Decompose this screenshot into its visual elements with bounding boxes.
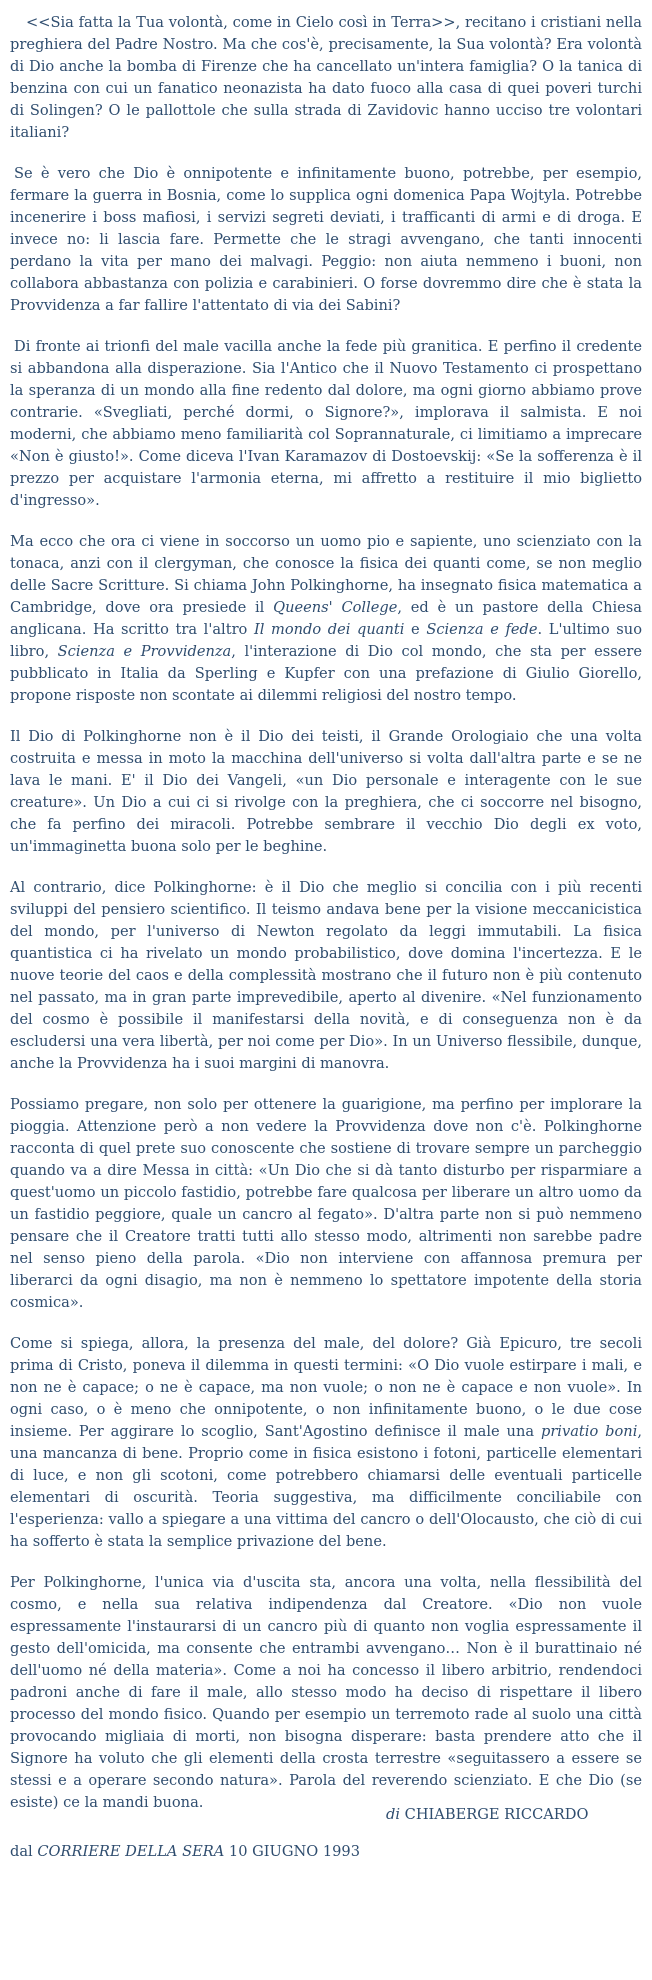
paragraph-7: Possiamo pregare, non solo per ottenere la guarigione, ma perfino per implorare la pioggia. Attenzione però a non vedere la Provvidenza dove non c'è. Polkinghorne racconta di quel prete suo conoscente che sostiene di trovare sempre un parcheggio quando va a dire Messa in città: «Un Dio che si dà tanto disturbo per risparmiare a quest'uomo un piccolo fastidio, potrebbe fare qualcosa per liberare un altro uomo da un fastidio peggiore, quale un cancro al fegato». D'altra parte non si può nemmeno pensare che il Creatore tratti tutti allo stesso modo, altrimenti non sarebbe padre nel senso pieno della parola. «Dio non interviene con affannosa premura per liberarci da ogni disagio, ma non è nemmeno lo spettatore impotente della storia cosmica».	[10, 1096, 642, 1311]
paragraph-5: Il Dio di Polkinghorne non è il Dio dei teisti, il Grande Orologiaio che una volta costruita e messa in moto la macchina dell'universo si volta dall'altra parte e se ne lava le mani. E' il Dio dei Vangeli, «un Dio personale e interagente con le sue creature». Un Dio a cui ci si rivolge con la preghiera, che ci soccorre nel bisogno, che fa perfino dei miracoli. Potrebbe sembrare il vecchio Dio degli ex voto, un'immaginetta buona solo per le beghine.	[10, 728, 642, 855]
paragraph-4-text-b: , ed è un pastore della Chiesa anglicana. Ha scritto tra l'altro	[10, 599, 642, 638]
paragraph-9: Per Polkinghorne, l'unica via d'uscita sta, ancora una volta, nella flessibilità del cosmo, e nella sua relativa indipendenza dal Creatore. «Dio non vuole espressamente l'instaurarsi di un cancro più di quanto non voglia espressamente il gesto dell'omicida, ma consente che entrambi avvengano… Non è il burattinaio né dell'uomo né della materia». Come a noi ha concesso il libero arbitrio, rendendoci padroni anche di fare il male, allo stesso modo ha deciso di rispettare il libero processo del mondo fisico. Quando per esempio un terremoto rade al suolo una città provocando migliaia di morti, non bisogna disperare: basta prendere atto che il Signore ha voluto che gli elementi della crosta terrestre «seguitassero a essere se stessi e a operare secondo natura». Parola del reverendo scienziato. E che Dio (se esiste) ce la mandi buona.	[10, 1574, 642, 1811]
paragraph-4-text-d: . L'ultimo suo libro,	[10, 621, 642, 660]
book-title-mondo-dei-quanti: Il mondo dei quanti	[253, 621, 405, 638]
byline	[386, 1804, 588, 1826]
paragraph-8	[10, 1333, 642, 1553]
book-title-scienza-e-provvidenza: Scienza e Provvidenza	[57, 643, 232, 660]
book-title-scienza-e-fede: Scienza e fede	[426, 621, 538, 638]
paragraph-4	[10, 531, 642, 707]
byline-prefix: di	[386, 1806, 401, 1823]
newspaper-name: CORRIERE DELLA SERA	[37, 1843, 225, 1860]
paragraph-8-text-b: , una mancanza di bene. Proprio come in fisica esistono i fotoni, particelle elementari di luce, e non gli scotoni, come potrebbero chiamarsi delle eventuali particelle elementari di oscurità. Teoria suggestiva, ma difficilmente conciliabile con l'esperienza: vallo a spiegare a una vittima del cancro o dell'Olocausto, che ciò di cui ha sofferto è stata la semplice privazione del bene.	[10, 1423, 642, 1550]
publication-date: 10 GIUGNO 1993	[224, 1843, 361, 1860]
paragraph-4-text-e: , l'interazione di Dio col mondo, che sta per essere pubblicato in Italia da Sperling e Kupfer con una prefazione di Giulio Giorello, propone risposte non scontate ai dilemmi religiosi del nostro tempo.	[10, 643, 642, 704]
author-name: CHIABERGE RICCARDO	[400, 1806, 589, 1823]
paragraph-3: Di fronte ai trionfi del male vacilla anche la fede più granitica. E perfino il credente si abbandona alla disperazione. Sia l'Antico che il Nuovo Testamento ci prospettano la speranza di un mondo alla fine redento dal dolore, ma ogni giorno abbiamo prove contrarie. «Svegliati, perché dormi, o Signore?», implorava il salmista. E noi moderni, che abbiamo meno familiarità col Soprannaturale, ci limitiamo a imprecare «Non è giusto!». Come diceva l'Ivan Karamazov di Dostoevskij: «Se la sofferenza è il prezzo per acquistare l'armonia eterna, mi affretto a restituire il mio biglietto d'ingresso».	[10, 338, 642, 509]
queens-college-title: Queens' College	[273, 599, 398, 616]
paragraph-8-text-a: Come si spiega, allora, la presenza del male, del dolore? Già Epicuro, tre secoli prima di Cristo, poneva il dilemma in questi termini: «O Dio vuole estirpare i mali, e non ne è capace; o ne è capace, ma non vuole; o non ne è capace e non vuole». In ogni caso, o è meno che onnipotente, o non infinitamente buono, o le due cose insieme. Per aggirare lo scoglio, Sant'Agostino definisce il male una	[10, 1335, 642, 1440]
paragraph-2: Se è vero che Dio è onnipotente e infinitamente buono, potrebbe, per esempio, fermare la guerra in Bosnia, come lo supplica ogni domenica Papa Wojtyla. Potrebbe incenerire i boss mafiosi, i servizi segreti deviati, i trafficanti di armi e di droga. E invece no: li lascia fare. Permette che le stragi avvengano, che tanti innocenti perdano la vita per mano dei malvagi. Peggio: non aiuta nemmeno i buoni, non collabora abbastanza con polizia e carabinieri. O forse dovremmo dire che è stata la Provvidenza a far fallire l'attentato di via dei Sabini?	[10, 165, 642, 314]
source-line	[10, 1841, 360, 1863]
source-prefix: dal	[10, 1843, 38, 1860]
paragraph-4-text-a: Ma ecco che ora ci viene in soccorso un uomo pio e sapiente, uno scienziato con la tonaca, anzi con il clergyman, che conosce la fisica dei quanti come, se non meglio delle Sacre Scritture. Si chiama John Polkinghorne, ha insegnato fisica matematica a Cambridge, dove ora presiede il	[10, 533, 642, 616]
paragraph-1: <<Sia fatta la Tua volontà, come in Cielo così in Terra>>, recitano i cristiani nella preghiera del Padre Nostro. Ma che cos'è, precisamente, la Sua volontà? Era volontà di Dio anche la bomba di Firenze che ha cancellato un'intera famiglia? O la tanica di benzina con cui un fanatico neonazista ha dato fuoco alla casa di quei poveri turchi di Solingen? O le pallottole che sulla strada di Zavidovic hanno ucciso tre volontari italiani?	[10, 14, 642, 141]
privatio-boni-term: privatio boni	[540, 1423, 638, 1440]
paragraph-4-text-c: e	[404, 621, 427, 638]
paragraph-6: Al contrario, dice Polkinghorne: è il Dio che meglio si concilia con i più recenti sviluppi del pensiero scientifico. Il teismo andava bene per la visione meccanicistica del mondo, per l'universo di Newton regolato da leggi immutabili. La fisica quantistica ci ha rivelato un mondo probabilistico, dove domina l'incertezza. E le nuove teorie del caos e della complessità mostrano che il futuro non è più contenuto nel passato, ma in gran parte imprevedibile, aperto al divenire. «Nel funzionamento del cosmo è possibile il manifestarsi della novità, e di conseguenza non è da escludersi una vera libertà, per noi come per Dio». In un Universo flessibile, dunque, anche la Provvidenza ha i suoi margini di manovra.	[10, 879, 642, 1072]
article-body	[10, 12, 642, 1833]
